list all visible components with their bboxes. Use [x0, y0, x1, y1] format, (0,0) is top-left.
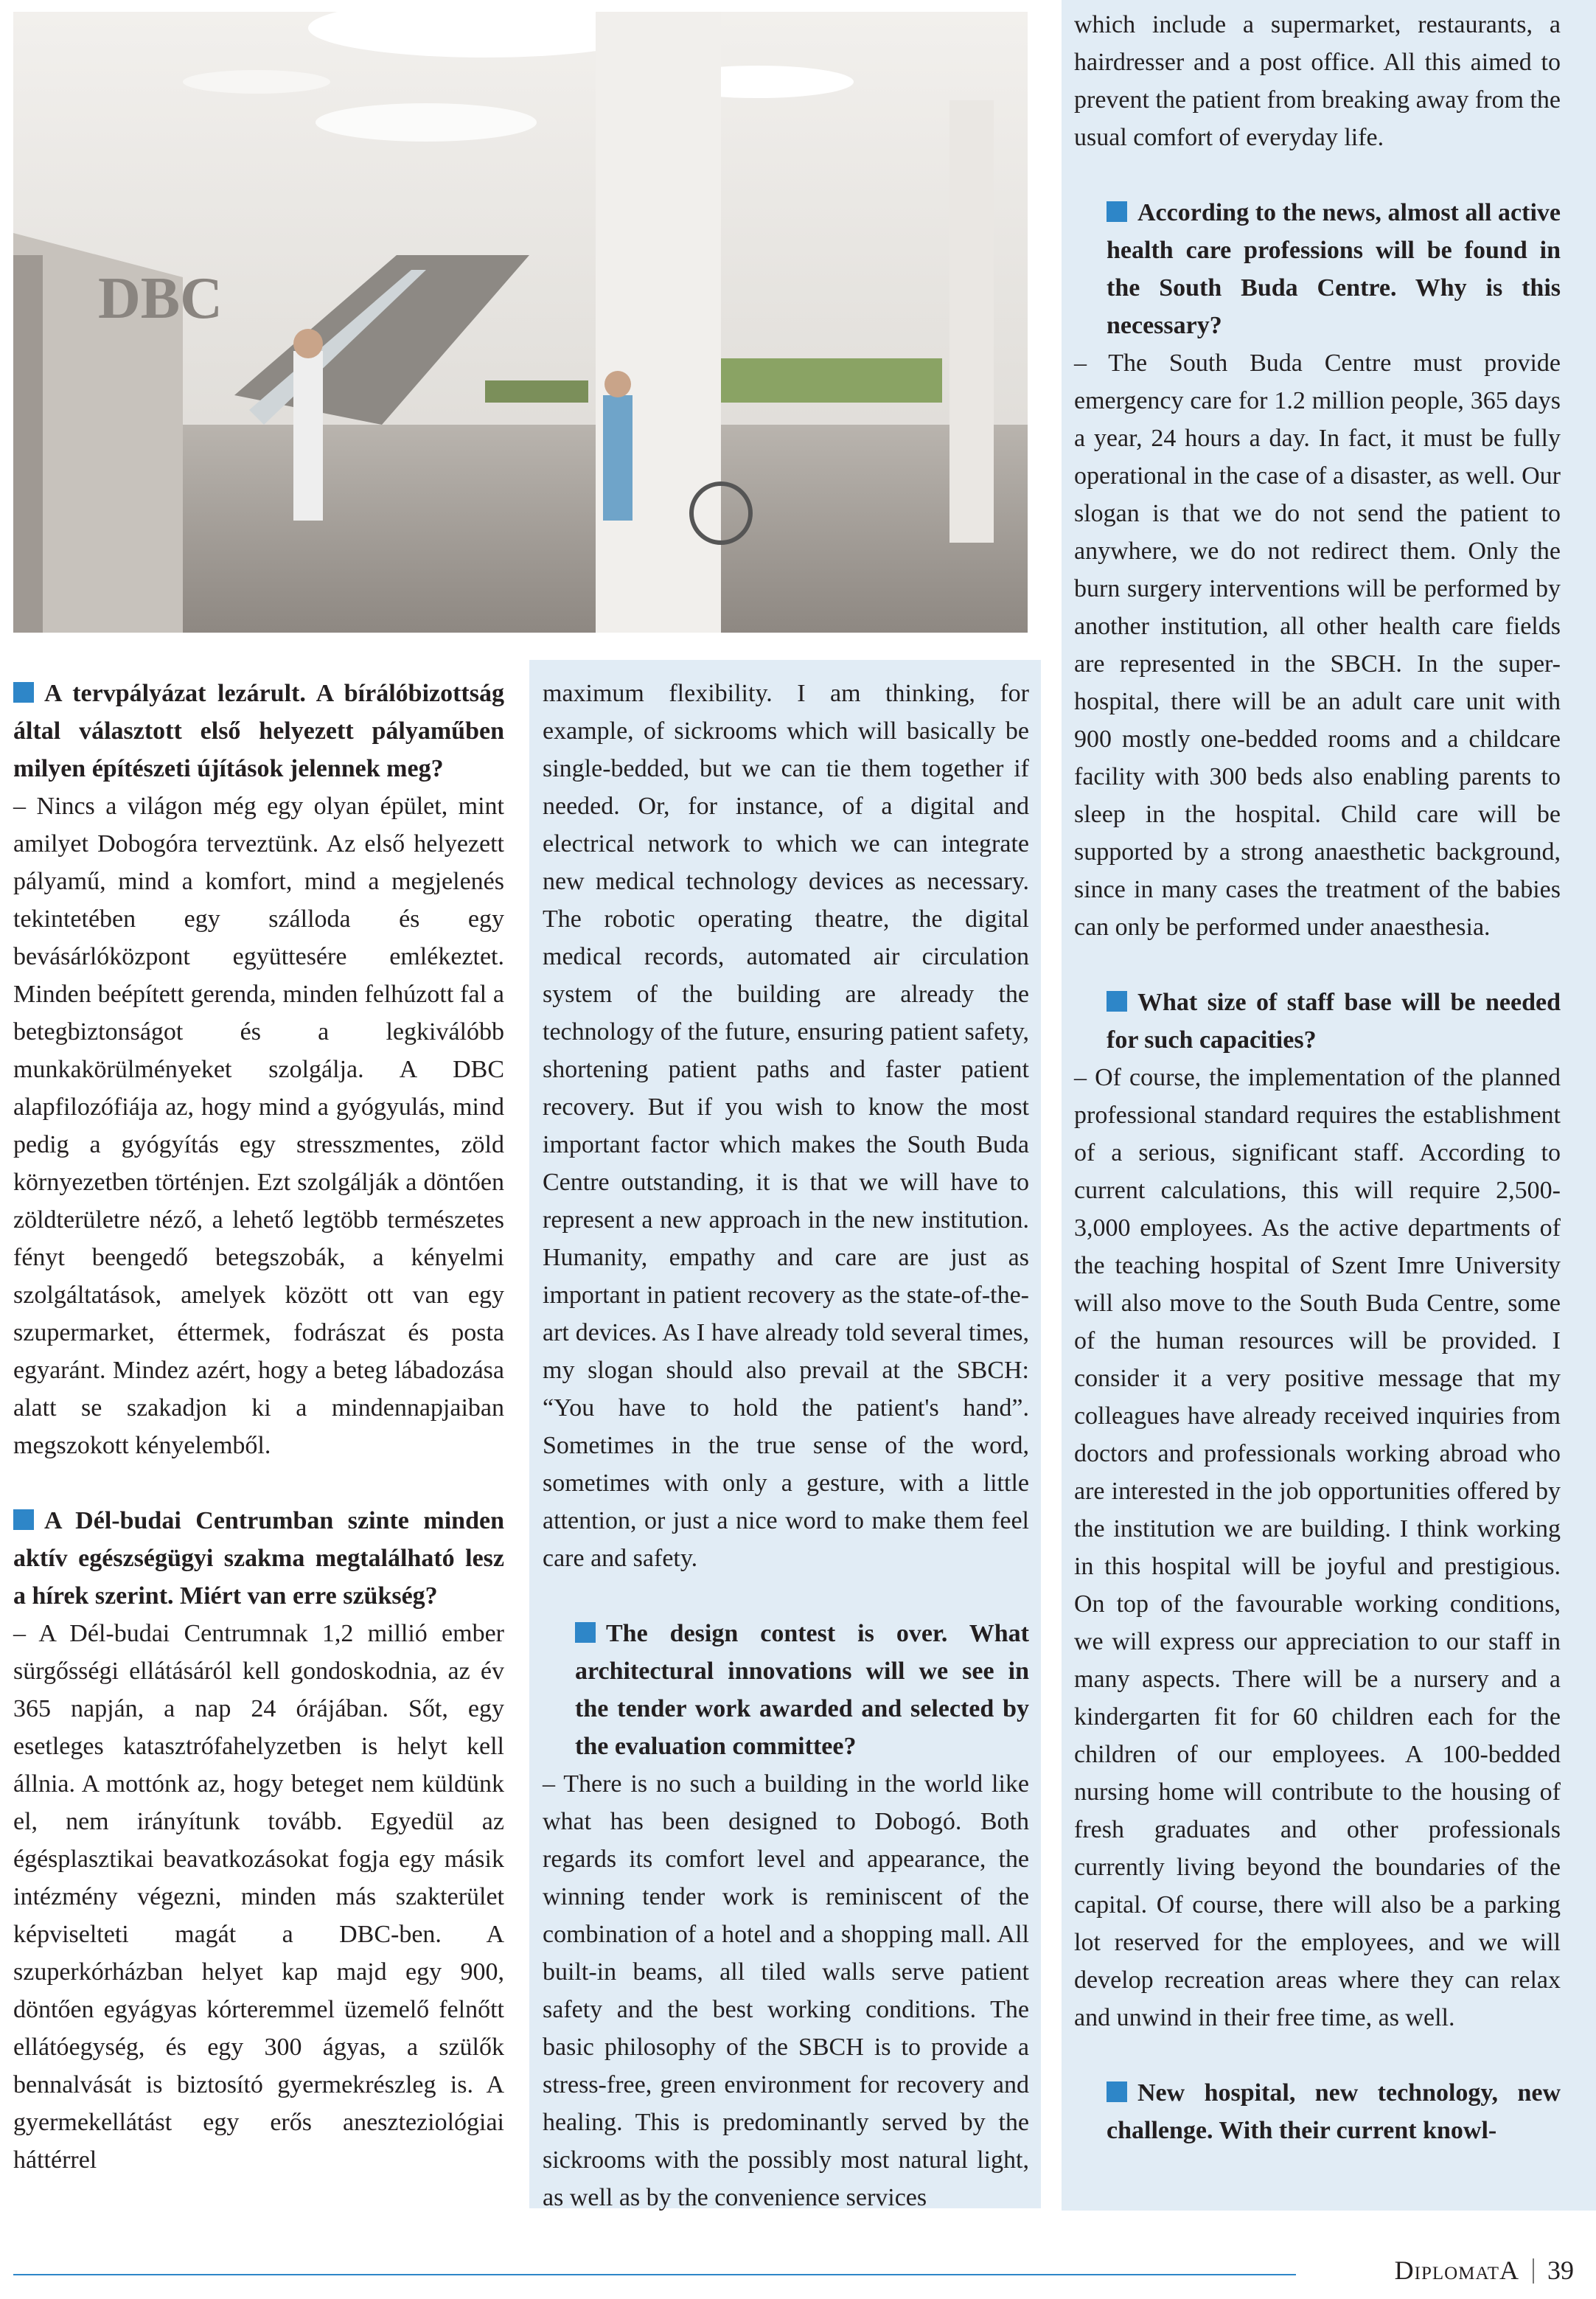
- column-english-right: [1074, 6, 1561, 2149]
- question-1-en: The design contest is over. What architectural innovations will we see in the tender work awarded and selected by the evaluation committee?: [575, 1620, 1029, 1760]
- square-bullet-icon: [575, 1622, 596, 1643]
- page-footer: [1395, 2255, 1574, 2286]
- footer-separator: [1533, 2258, 1534, 2284]
- answer-1-hu: – Nincs a világon még egy olyan épület, mint amilyet Dobogóra terveztünk. Az első helyezett pályamű, mind a komfort, mind a megjelenés tekintetében egy szálloda és egy bevásárlóközpont együttesére emlékeztet. Minden beépített gerenda, minden felhúzott fal a betegbiztonságot és a legkiválóbb munkakörülményeket szolgálja. A DBC alapfilozófiája az, hogy mind a gyógyulás, mind pedig a gyógyítás egy stresszmentes, zöld környezetben történjen. Ezt szolgálják a döntően zöldterületre néző, a lehető legtöbb természetes fényt beengedő betegszobák, a kényelmi szolgáltatások, amelyek között ott van egy szupermarket, éttermek, fodrászat és posta egyaránt. Mindez azért, hogy a beteg lábadozása alatt se szakadjon ki a mindennapjaiban megszokott kényelemből.: [13, 793, 504, 1459]
- answer-continued-right: which include a supermarket, restaurants, a hairdresser and a post office. All this aimed to prevent the patient from breaking away from the usual comfort of everyday life.: [1074, 11, 1561, 151]
- question-3-en: What size of staff base will be needed for such capacities?: [1107, 989, 1561, 1054]
- hospital-atrium-rendering: [13, 12, 1028, 633]
- answer-continued-en: maximum flexibility. I am thinking, for example, of sickrooms which will basically be single-bedded, but we can tie them together if needed. Or, for instance, of a digital and electrical network to which we can integrate new medical technology devices as necessary. The robotic operating theatre, the digital medical records, automated air circulation system of the building are already the technology of the future, ensuring patient safety, shortening patient paths and faster patient recovery. But if you wish to know the most important factor which makes the South Buda Centre outstanding, it is that we will have to represent a new approach in the new institution. Humanity, empathy and care are just as important in patient recovery as the state-of-the-art devices. As I have already told several times, my slogan should also prevail at the SBCH: “You have to hold the patient's hand”. Sometimes in the true sense of the word, sometimes with only a gesture, with a little attention, or just a nice word to make them feel care and safety.: [543, 680, 1029, 1572]
- column-english-middle: [543, 675, 1029, 2216]
- rendering-illustration: [13, 12, 1028, 633]
- magazine-name: DiplomatA: [1394, 2255, 1519, 2285]
- square-bullet-icon: [13, 682, 34, 703]
- square-bullet-icon: [13, 1509, 34, 1530]
- column-hungarian: [13, 675, 504, 2179]
- question-1-hu: A tervpályázat lezárult. A bírálóbizottság által választott első helyezett pályaműben milyen építészeti újítások jelennek meg?: [13, 680, 504, 782]
- answer-1-en: – There is no such a building in the world like what has been designed to Dobogó. Both regards its comfort level and appearance, the winning tender work is reminiscent of the combination of a hotel and a shopping mall. All built-in beams, all tiled walls serve patient safety and the best working conditions. The basic philosophy of the SBCH is to provide a stress-free, green environment for recovery and healing. This is predominantly served by the sickrooms with the possibly most natural light, as well as by the convenience services: [543, 1770, 1029, 2211]
- answer-2-hu: – A Dél-budai Centrumnak 1,2 millió ember sürgősségi ellátásáról kell gondoskodnia, az év 365 napján, a nap 24 órájában. Sőt, egy esetleges katasztrófahelyzetben is helyt kell állnia. A mottónk az, hogy beteget nem küldünk el, nem irányítunk tovább. Egyedül az égésplasztikai beavatkozásokat fogja egy másik intézmény végezni, minden más szakterület képviselteti magát a DBC-ben. A szuperkórházban helyet kap majd egy 900, döntően egyágyas kórteremmel üzemelő felnőtt ellátóegység, és egy 300 ágyas, a szülők bennalvását is biztosító gyermekrészleg is. A gyermekellátást egy erős aneszteziológiai háttérrel: [13, 1620, 504, 2174]
- square-bullet-icon: [1107, 991, 1127, 1012]
- square-bullet-icon: [1107, 201, 1127, 222]
- footer-rule: [13, 2274, 1296, 2275]
- question-2-en: According to the news, almost all active health care professions will be found in the South Buda Centre. Why is this necessary?: [1107, 199, 1561, 339]
- question-4-en: New hospital, new technology, new challenge. With their current knowl-: [1107, 2079, 1561, 2144]
- answer-2-en: – The South Buda Centre must provide emergency care for 1.2 million people, 365 days a year, 24 hours a day. In fact, it must be fully operational in the case of a disaster, as well. Our slogan is that we do not send the patient to anywhere, we do not redirect them. Only the burn surgery interventions will be performed by another institution, all other health care fields are represented in the SBCH. In the super-hospital, there will be an adult care unit with 900 mostly one-bedded rooms and a childcare facility with 300 beds also enabling parents to sleep in the hospital. Child care will be supported by a strong anaesthetic background, since in many cases the treatment of the babies can only be performed under anaesthesia.: [1074, 349, 1561, 941]
- page-number: 39: [1547, 2255, 1574, 2285]
- answer-3-en: – Of course, the implementation of the planned professional standard requires the establishment of a serious, significant staff. According to current calculations, this will require 2,500-3,000 employees. As the active departments of the teaching hospital of Szent Imre University will also move to the South Buda Centre, some of the human resources will be provided. I consider it a very positive message that my colleagues have already received inquiries from doctors and professionals working abroad who are interested in the job opportunities offered by the institution we are building. I think working in this hospital will be joyful and prestigious. On top of the favourable working conditions, we will express our appreciation to our staff in many aspects. There will be a nursery and a kindergarten fit for 60 children each for the children of our employees. A 100-bedded nursing home will contribute to the housing of fresh graduates and other professionals currently living beyond the boundaries of the capital. Of course, there will also be a parking lot reserved for the employees, and we will develop recreation areas where they can relax and unwind in their free time, as well.: [1074, 1064, 1561, 2031]
- dbc-wall-sign: DBC: [98, 266, 223, 331]
- question-2-hu: A Dél-budai Centrumban szinte minden aktív egészségügyi szakma megtalálható lesz a hírek szerint. Miért van erre szükség?: [13, 1507, 504, 1610]
- square-bullet-icon: [1107, 2081, 1127, 2102]
